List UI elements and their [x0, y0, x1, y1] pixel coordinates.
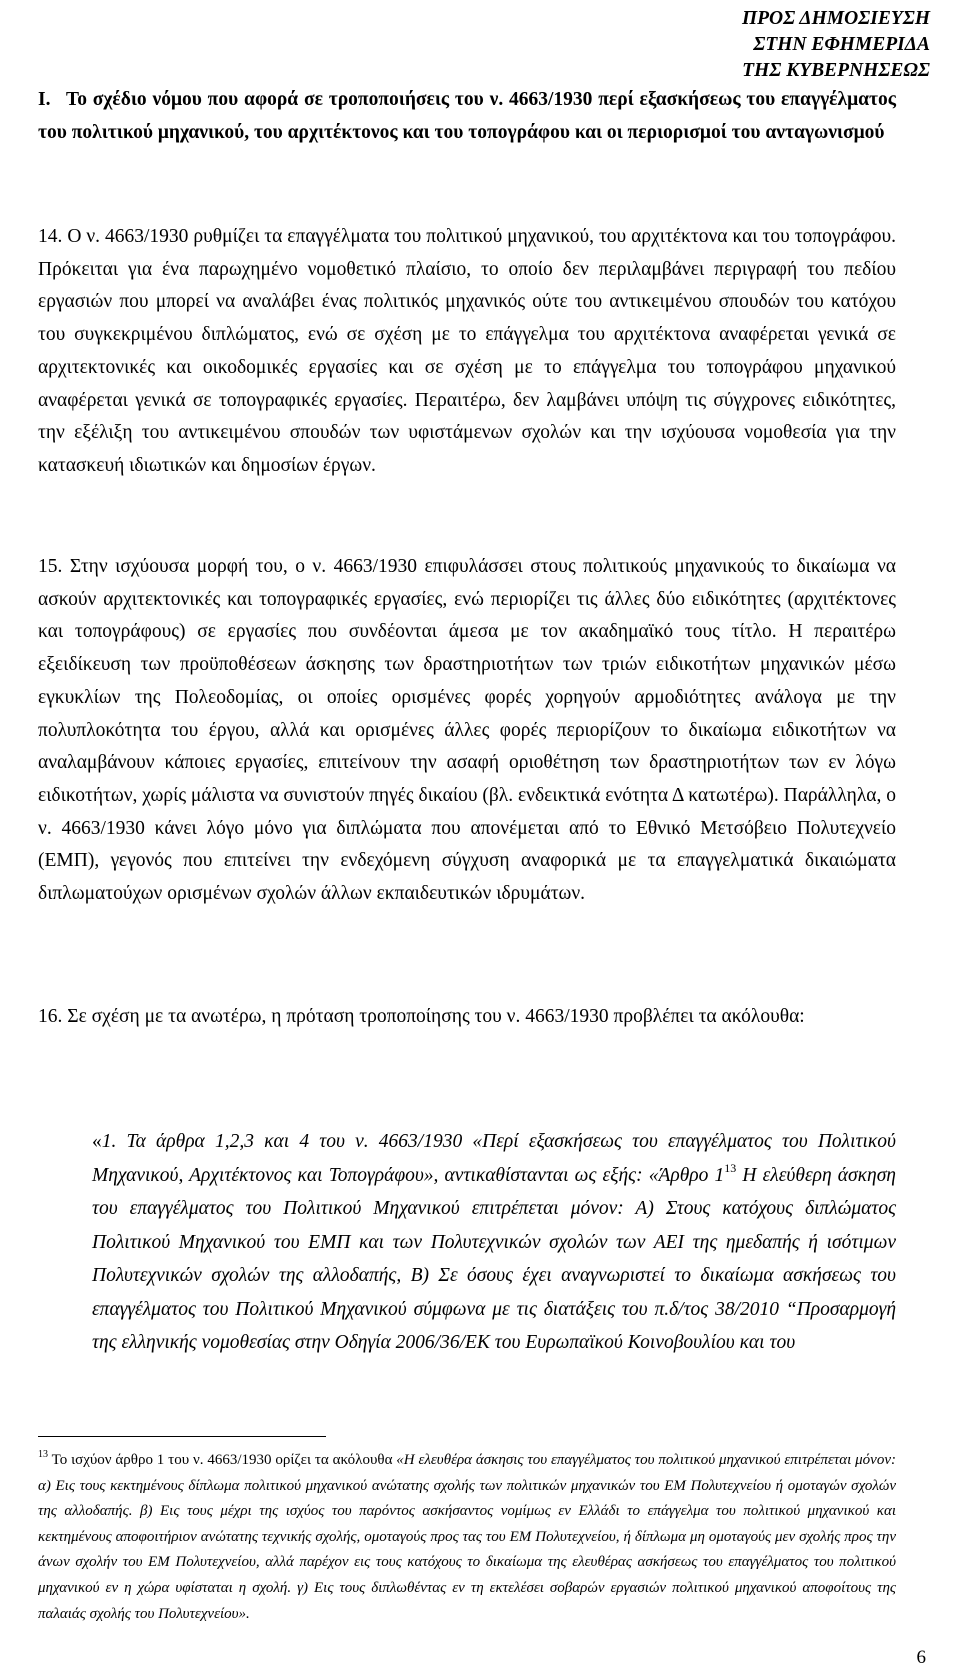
footnote — [38, 1448, 896, 1627]
footnote-mark: 13 — [38, 1449, 48, 1460]
quote-text-part1: 1. Τα άρθρα 1,2,3 και 4 του ν. 4663/1930 «Περί εξασκήσεως του επαγγέλματος του Πολιτικού Μηχανικού, Αρχιτέκτονος και Τοπογράφου», αντικαθίστανται ως εξής: «Άρθρο 1 — [92, 1131, 896, 1186]
publication-stamp — [742, 6, 930, 84]
section-heading — [38, 84, 896, 149]
footnote-reference[interactable]: 13 — [724, 1160, 737, 1175]
paragraph-16: 16. Σε σχέση με τα ανωτέρω, η πρόταση τροποποίησης του ν. 4663/1930 προβλέπει τα ακόλουθα: — [38, 1006, 805, 1027]
stamp-line: ΠΡΟΣ ΔΗΜΟΣΙΕΥΣΗ — [741, 8, 930, 29]
stamp-line: ΤΗΣ ΚΥΒΕΡΝΗΣΕΩΣ — [742, 60, 930, 81]
section-number: I. — [38, 89, 51, 110]
page-number: 6 — [916, 1647, 926, 1668]
stamp-line: ΣΤΗΝ ΕΦΗΜΕΡΙΔΑ — [753, 34, 930, 55]
paragraph-14: 14. Ο ν. 4663/1930 ρυθμίζει τα επαγγέλματα του πολιτικού μηχανικού, του αρχιτέκτονα και του τοπογράφου. Πρόκειται για ένα παρωχημένο νομοθετικό πλαίσιο, το οποίο δεν περιλαμβάνει περιγραφή του πεδίου εργασιών που μπορεί να αναλάβει ένας πολιτικός μηχανικός ούτε του αντικειμένου σπουδών του κατόχου του συγκεκριμένου διπλώματος, ενώ σε σχέση με το επάγγελμα του αρχιτέκτονα αναφέρεται γενικά σε αρχιτεκτονικές και οικοδομικές εργασίες και σε σχέση με το επάγγελμα του τοπογράφου μηχανικού αναφέρεται γενικά σε τοπογραφικές εργασίες. Περαιτέρω, δεν λαμβάνει υπόψη τις σύγχρονες ειδικότητες, την εξέλιξη του αντικειμένου σπουδών των υφιστάμενων σχολών και την ισχύουσα νομοθεσία για την κατασκευή ιδιωτικών και δημοσίων έργων. — [38, 226, 896, 476]
quote-text-part2: Η ελεύθερη άσκηση του επαγγέλματος του Πολιτικού Μηχανικού επιτρέπεται μόνον: Α) Στους κατόχους διπλώματος Πολιτικού Μηχανικού του ΕΜΠ και των Πολυτεχνικών σχολών των ΑΕΙ της ημεδαπής ή ισότιμων Πολυτεχνικών σχολών της αλλοδαπής, Β) Σε όσους έχει αναγνωριστεί το δικαίωμα ασκήσεως του επαγγέλματος του Πολιτικού Μηχανικού σύμφωνα με τις διατάξεις του π.δ/τος 38/2010 “Προσαρμογή της ελληνικής νομοθεσίας στην Οδηγία 2006/36/ΕΚ του Ευρωπαϊκού Κοινοβουλίου και του — [92, 1164, 896, 1353]
footnote-separator — [38, 1436, 326, 1437]
section-title: Το σχέδιο νόμου που αφορά σε τροποποιήσεις του ν. 4663/1930 περί εξασκήσεως του επαγγέλματος του πολιτικού μηχανικού, του αρχιτέκτονος και του τοπογράφου και οι περιορισμοί του ανταγωνισμού — [38, 89, 896, 143]
paragraph-15: 15. Στην ισχύουσα μορφή του, ο ν. 4663/1930 επιφυλάσσει στους πολιτικούς μηχανικούς το δικαίωμα να ασκούν αρχιτεκτονικές και τοπογραφικές εργασίες, ενώ περιορίζει τις άλλες δύο ειδικότητες (αρχιτέκτονες και τοπογράφους) σε εργασίες που συνδέονται άμεσα με τον ακαδημαϊκό τους τίτλο. Η περαιτέρω εξειδίκευση των προϋποθέσεων άσκησης των δραστηριοτήτων των τριών ειδικοτήτων μηχανικών μέσω εγκυκλίων της Πολεοδομίας, οι οποίες ορισμένες φορές χορηγούν αρμοδιότητες ανάλογα με την πολυπλοκότητα του έργου, αλλά και ορισμένες άλλες φορές περιορίζουν το δικαίωμα ειδικοτήτων να αναλαμβάνουν κάποιες εργασίες, επιτείνουν την ασαφή οριοθέτηση των δραστηριοτήτων των εν λόγω ειδικοτήτων, χωρίς μάλιστα να συνιστούν πηγές δικαίου (βλ. ενδεικτικά ενότητα Δ κατωτέρω). Παράλληλα, ο ν. 4663/1930 κάνει λόγο μόνο για διπλώματα που απονέμεται από το Εθνικό Μετσόβειο Πολυτεχνείο (ΕΜΠ), γεγονός που επιτείνει την ενδεχόμενη σύγχυση αναφορικά με τα επαγγελματικά δικαιώματα διπλωματούχων ορισμένων σχολών άλλων εκπαιδευτικών ιδρυμάτων. — [38, 556, 896, 905]
quote-open-mark: « — [92, 1131, 102, 1152]
footnote-quote: «Η ελευθέρα άσκησις του επαγγέλματος του πολιτικού μηχανικού επιτρέπεται μόνον: α) Εις τους κεκτημένους δίπλωμα πολιτικού μηχανικού ανώτατης σχολής των πολιτικών μηχανικών του ΕΜ Πολυτεχνείου ή ομοταγών σχολών της αλλοδαπής. β) Εις τους μέχρι της ισχύος του παρόντος ασκήσαντος νομίμως εν Ελλάδι το επάγγελμα του πολιτικού μηχανικού και κεκτημένους αποφοιτήριον ανώτατης τεχνικής σχολής, ομοταγούς προς τας του ΕΜ Πολυτεχνείου, ή δίπλωμα μη ομοταγούς μεν σχολής προς την άνων σχολήν του ΕΜ Πολυτεχνείου, αλλά παρέχον εις τους κατόχους το δικαίωμα της ελευθέρας ασκήσεως του επαγγέλματος του πολιτικού μηχανικού εν η χώρα υφίσταται η σχολή. γ) Εις τους διπλωθέντας εν τη εκτελέσει σοβαρών εργασιών πολιτικού μηχανικού αποφοίτους της παλαιάς σχολής του Πολυτεχνείου». — [38, 1452, 896, 1622]
footnote-lead: Το ισχύον άρθρο 1 του ν. 4663/1930 ορίζει τα ακόλουθα — [48, 1452, 397, 1468]
quoted-amendment — [92, 1125, 896, 1360]
